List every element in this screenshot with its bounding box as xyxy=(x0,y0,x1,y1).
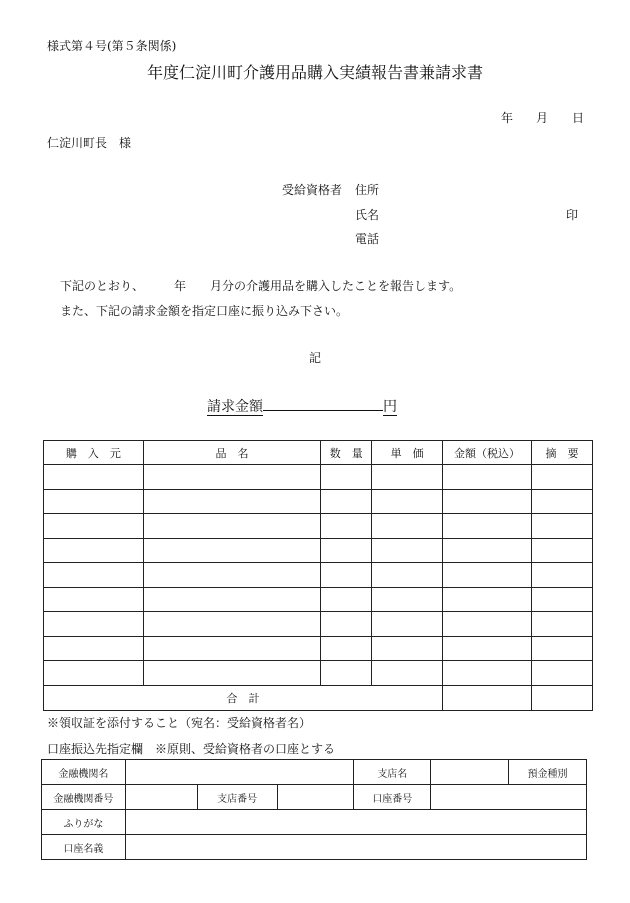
bank-account-table xyxy=(41,759,587,860)
table-cell[interactable] xyxy=(321,587,372,612)
receipt-note: ※領収証を添付すること（宛名：受給資格者名） xyxy=(47,716,312,730)
table-cell[interactable] xyxy=(143,465,320,490)
table-cell[interactable] xyxy=(443,636,532,661)
col-amount: 金額（税込） xyxy=(443,441,532,465)
table-cell[interactable] xyxy=(443,587,532,612)
seal-mark: 印 xyxy=(566,208,579,222)
table-cell[interactable] xyxy=(44,538,144,563)
bank-name-label: 金融機関名 xyxy=(42,760,126,785)
bank-section-title: 口座振込先指定欄 ※原則、受給資格者の口座とする xyxy=(47,742,336,756)
form-number: 様式第４号(第５条関係) xyxy=(47,39,177,53)
table-cell[interactable] xyxy=(44,636,144,661)
table-cell[interactable] xyxy=(143,489,320,514)
table-cell[interactable] xyxy=(143,661,320,686)
table-cell[interactable] xyxy=(321,514,372,539)
furigana-field[interactable] xyxy=(125,810,586,835)
total-remarks-cell[interactable] xyxy=(532,685,593,710)
table-cell[interactable] xyxy=(44,563,144,588)
table-cell[interactable] xyxy=(321,636,372,661)
table-cell[interactable] xyxy=(532,514,593,539)
bank-row-2 xyxy=(42,785,587,810)
table-cell[interactable] xyxy=(372,489,443,514)
branch-name-field[interactable] xyxy=(431,760,509,785)
applicant-phone-label: 電話 xyxy=(355,232,380,246)
table-cell[interactable] xyxy=(321,661,372,686)
account-holder-field[interactable] xyxy=(125,835,586,860)
table-cell[interactable] xyxy=(532,489,593,514)
table-cell[interactable] xyxy=(321,489,372,514)
total-amount-cell[interactable] xyxy=(443,685,532,710)
col-item: 品 名 xyxy=(143,441,320,465)
col-remarks: 摘 要 xyxy=(532,441,593,465)
bank-row-4 xyxy=(42,835,587,860)
table-cell[interactable] xyxy=(143,563,320,588)
table-cell[interactable] xyxy=(321,563,372,588)
date-month-label: 月 xyxy=(536,111,549,125)
report-text-a: 下記のとおり、 xyxy=(60,279,145,293)
table-cell[interactable] xyxy=(44,514,144,539)
date-day-label: 日 xyxy=(572,111,585,125)
ki-mark: 記 xyxy=(308,351,321,365)
purchase-table-header xyxy=(44,441,593,465)
bank-code-field[interactable] xyxy=(125,785,197,810)
table-row xyxy=(44,661,593,686)
table-row xyxy=(44,587,593,612)
table-cell[interactable] xyxy=(532,538,593,563)
table-row xyxy=(44,612,593,637)
table-cell[interactable] xyxy=(321,612,372,637)
table-row xyxy=(44,489,593,514)
table-cell[interactable] xyxy=(372,587,443,612)
col-unit-price: 単 価 xyxy=(372,441,443,465)
table-row xyxy=(44,465,593,490)
table-cell[interactable] xyxy=(44,612,144,637)
table-cell[interactable] xyxy=(532,563,593,588)
table-row xyxy=(44,538,593,563)
table-cell[interactable] xyxy=(443,489,532,514)
claim-amount-label: 請求金額 xyxy=(207,399,263,415)
page-title: 年度仁淀川町介護用品購入実績報告書兼請求書 xyxy=(146,63,483,82)
table-row xyxy=(44,563,593,588)
table-cell[interactable] xyxy=(44,489,144,514)
table-cell[interactable] xyxy=(443,612,532,637)
table-cell[interactable] xyxy=(143,587,320,612)
table-cell[interactable] xyxy=(372,612,443,637)
table-cell[interactable] xyxy=(372,538,443,563)
table-cell[interactable] xyxy=(321,538,372,563)
branch-code-label: 支店番号 xyxy=(197,785,277,810)
table-cell[interactable] xyxy=(443,465,532,490)
report-statement xyxy=(60,277,461,294)
col-quantity: 数 量 xyxy=(321,441,372,465)
applicant-name-label: 氏名 xyxy=(355,208,380,222)
claim-amount xyxy=(207,396,397,416)
purchase-table xyxy=(43,440,593,711)
table-cell[interactable] xyxy=(532,587,593,612)
total-row xyxy=(44,685,593,710)
table-cell[interactable] xyxy=(532,465,593,490)
table-cell[interactable] xyxy=(143,514,320,539)
table-cell[interactable] xyxy=(44,465,144,490)
table-cell[interactable] xyxy=(443,661,532,686)
applicant-label: 受給資格者 xyxy=(282,183,343,197)
table-cell[interactable] xyxy=(44,661,144,686)
table-cell[interactable] xyxy=(372,636,443,661)
table-cell[interactable] xyxy=(443,563,532,588)
total-label: 合 計 xyxy=(44,685,443,710)
claim-amount-yen: 円 xyxy=(383,399,397,415)
furigana-label: ふりがな xyxy=(42,810,126,835)
deposit-type-label: 預金種別 xyxy=(509,760,587,785)
report-year: 年 xyxy=(174,279,187,293)
table-cell[interactable] xyxy=(44,587,144,612)
table-cell[interactable] xyxy=(372,661,443,686)
bank-row-3 xyxy=(42,810,587,835)
table-cell[interactable] xyxy=(443,538,532,563)
table-row xyxy=(44,514,593,539)
table-cell[interactable] xyxy=(532,636,593,661)
table-cell[interactable] xyxy=(372,465,443,490)
table-cell[interactable] xyxy=(143,612,320,637)
table-cell[interactable] xyxy=(372,563,443,588)
bank-name-field[interactable] xyxy=(125,760,354,785)
claim-amount-field[interactable] xyxy=(263,410,383,411)
branch-code-field[interactable] xyxy=(277,785,354,810)
bank-code-label: 金融機関番号 xyxy=(42,785,126,810)
account-no-label: 口座番号 xyxy=(354,785,431,810)
date-year-label: 年 xyxy=(501,111,514,125)
applicant-address-label: 住所 xyxy=(355,183,380,197)
branch-name-label: 支店名 xyxy=(354,760,431,785)
account-holder-label: 口座名義 xyxy=(42,835,126,860)
table-cell[interactable] xyxy=(532,612,593,637)
addressee: 仁淀川町長 様 xyxy=(47,136,132,150)
account-no-field[interactable] xyxy=(431,785,587,810)
table-cell[interactable] xyxy=(443,514,532,539)
table-cell[interactable] xyxy=(143,636,320,661)
table-row xyxy=(44,636,593,661)
col-vendor: 購 入 元 xyxy=(44,441,144,465)
request-statement: また、下記の請求金額を指定口座に振り込み下さい。 xyxy=(60,304,349,318)
table-cell[interactable] xyxy=(321,465,372,490)
bank-row-1 xyxy=(42,760,587,785)
report-text-c: 月分の介護用品を購入したことを報告します。 xyxy=(210,279,462,293)
table-cell[interactable] xyxy=(143,538,320,563)
table-cell[interactable] xyxy=(532,661,593,686)
table-cell[interactable] xyxy=(372,514,443,539)
